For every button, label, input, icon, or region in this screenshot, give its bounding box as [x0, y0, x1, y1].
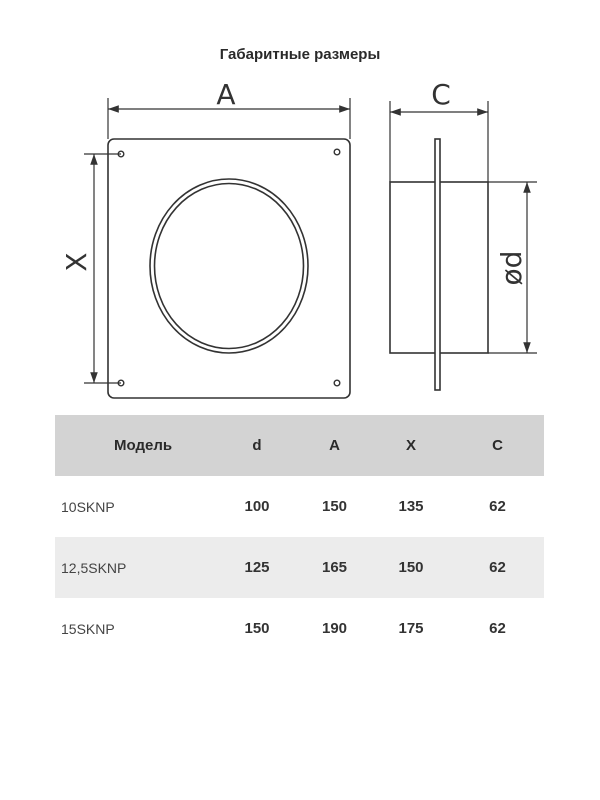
cell-x: 175 [398, 620, 424, 637]
header-x: X [371, 415, 451, 476]
cell-x: 150 [371, 537, 451, 598]
table-row [55, 476, 544, 537]
cell-d: 150 [244, 620, 270, 637]
table-header-row [55, 415, 544, 476]
diagram-title: Габаритные размеры [219, 46, 381, 63]
cell-a: 165 [298, 537, 371, 598]
flange-plate [435, 139, 440, 390]
mounting-plate [108, 139, 350, 398]
dimension-a-label: A [216, 78, 236, 111]
table-row [55, 537, 544, 598]
cell-d: 100 [244, 498, 270, 515]
mount-hole-bottom-right [334, 380, 340, 386]
side-view [390, 139, 488, 390]
cell-a: 150 [321, 498, 348, 515]
dimension-a [108, 78, 350, 139]
header-a: A [298, 415, 371, 476]
dimension-d [488, 182, 537, 353]
cell-c: 62 [489, 620, 506, 637]
cell-model: 15SKNP [61, 620, 115, 637]
front-view [108, 139, 350, 398]
dimension-d-label: ød [495, 250, 528, 286]
header-c: C [451, 415, 544, 476]
cell-x: 135 [398, 498, 424, 515]
cell-a: 190 [321, 620, 348, 637]
dimension-c-label: C [431, 78, 451, 111]
dimension-x-label: X [60, 252, 93, 272]
cell-model: 12,5SKNP [55, 537, 216, 598]
mount-hole-top-right [334, 149, 340, 155]
dimensions-table [55, 415, 544, 659]
cell-model: 10SKNP [61, 498, 115, 515]
header-model: Модель [55, 415, 216, 476]
cell-d: 125 [216, 537, 298, 598]
cell-c: 62 [451, 537, 544, 598]
cell-c: 62 [489, 498, 506, 515]
table-row [55, 598, 544, 659]
header-d: d [216, 415, 298, 476]
